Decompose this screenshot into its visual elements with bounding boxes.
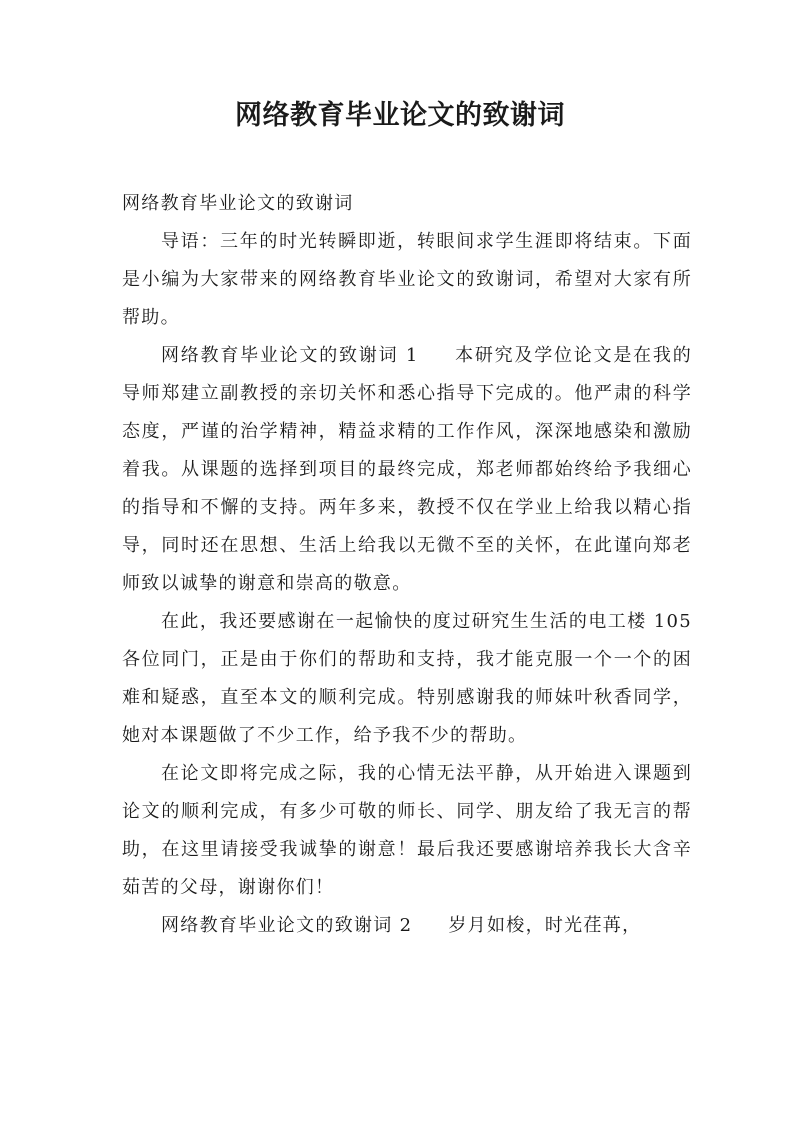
section2-text: 岁月如梭，时光荏苒， (448, 915, 642, 936)
intro-paragraph: 导语：三年的时光转瞬即逝，转眼间求学生涯即将结束。下面是小编为大家带来的网络教育毕业论文的致谢词，希望对大家有所帮助。 (122, 231, 692, 328)
document-title: 网络教育毕业论文的致谢词 (235, 100, 565, 131)
section1-heading: 网络教育毕业论文的致谢词 1 (161, 345, 419, 366)
section2-heading: 网络教育毕业论文的致谢词 2 (161, 915, 413, 936)
section2-paragraph (122, 907, 692, 945)
document-subtitle: 网络教育毕业论文的致谢词 (122, 193, 354, 214)
thanks-family-paragraph: 在论文即将完成之际，我的心情无法平静，从开始进入课题到论文的顺利完成，有多少可敬的师长、同学、朋友给了我无言的帮助，在这里请接受我诚挚的谢意！最后我还要感谢培养我长大含辛茹苦的父母，谢谢你们！ (122, 763, 692, 898)
thanks-colleagues-paragraph: 在此，我还要感谢在一起愉快的度过研究生生活的电工楼 105 各位同门，正是由于你们的帮助和支持，我才能克服一个一个的困难和疑惑，直至本文的顺利完成。特别感谢我的师妹叶秋香同学，她对本课题做了不少工作，给予我不少的帮助。 (122, 611, 692, 746)
section1-text: 本研究及学位论文是在我的导师郑建立副教授的亲切关怀和悉心指导下完成的。他严肃的科学态度，严谨的治学精神，精益求精的工作作风，深深地感染和激励着我。从课题的选择到项目的最终完成，郑老师都始终给予我细心的指导和不懈的支持。两年多来，教授不仅在学业上给我以精心指导，同时还在思想、生活上给我以无微不至的关怀，在此谨向郑老师致以诚挚的谢意和崇高的敬意。 (122, 345, 692, 594)
section1-paragraph (122, 337, 692, 603)
document-body (122, 185, 692, 945)
